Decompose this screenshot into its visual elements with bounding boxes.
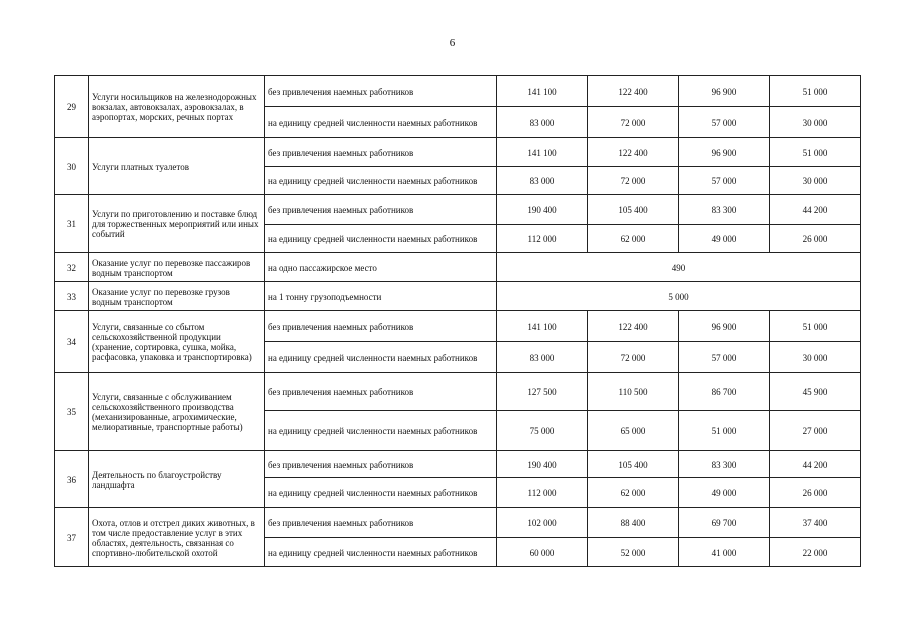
value-cell: 88 400	[588, 508, 679, 538]
service-name: Оказание услуг по перевозке пассажиров водным транспортом	[89, 253, 265, 282]
value-cell: 72 000	[588, 167, 679, 195]
value-cell: 30 000	[770, 167, 861, 195]
value-cell: 110 500	[588, 373, 679, 411]
service-name: Услуги, связанные с обслуживанием сельскохозяйственного производства (механизированные, агрохимические, мелиоративные, транспортные работы)	[89, 373, 265, 451]
service-name: Услуги носильщиков на железнодорожных вокзалах, автовокзалах, аэровокзалах, в аэропортах, морских, речных портах	[89, 76, 265, 138]
table-row	[55, 138, 861, 167]
condition-cell: на единицу средней численности наемных работников	[265, 411, 497, 451]
value-cell: 27 000	[770, 411, 861, 451]
value-cell: 96 900	[679, 76, 770, 107]
value-cell: 72 000	[588, 107, 679, 138]
value-cell: 60 000	[497, 538, 588, 567]
condition-cell: на единицу средней численности наемных работников	[265, 538, 497, 567]
condition-cell: без привлечения наемных работников	[265, 311, 497, 342]
value-cell: 22 000	[770, 538, 861, 567]
value-cell: 44 200	[770, 451, 861, 478]
value-cell: 72 000	[588, 342, 679, 373]
service-name: Охота, отлов и отстрел диких животных, в том числе предоставление услуг в этих областях, деятельность, связанная со спортивно-любительской охотой	[89, 508, 265, 567]
condition-cell: без привлечения наемных работников	[265, 195, 497, 225]
value-cell: 86 700	[679, 373, 770, 411]
value-cell: 49 000	[679, 478, 770, 508]
table-body	[55, 76, 861, 567]
condition-cell: на единицу средней численности наемных работников	[265, 167, 497, 195]
table-row	[55, 76, 861, 107]
condition-cell: на единицу средней численности наемных работников	[265, 342, 497, 373]
table-row	[55, 451, 861, 478]
value-cell: 51 000	[770, 138, 861, 167]
value-cell: 30 000	[770, 107, 861, 138]
value-cell: 26 000	[770, 225, 861, 253]
value-cell: 75 000	[497, 411, 588, 451]
value-cell: 30 000	[770, 342, 861, 373]
value-cell: 96 900	[679, 138, 770, 167]
value-cell: 83 300	[679, 451, 770, 478]
row-number: 29	[55, 76, 89, 138]
value-cell: 83 000	[497, 342, 588, 373]
value-cell-merged: 490	[497, 253, 861, 282]
row-number: 33	[55, 282, 89, 311]
service-name: Услуги, связанные со сбытом сельскохозяйственной продукции (хранение, сортировка, сушка, мойка, расфасовка, упаковка и транспортировка)	[89, 311, 265, 373]
value-cell: 51 000	[770, 311, 861, 342]
condition-cell: без привлечения наемных работников	[265, 138, 497, 167]
condition-cell: на единицу средней численности наемных работников	[265, 478, 497, 508]
value-cell: 83 000	[497, 107, 588, 138]
table-row	[55, 195, 861, 225]
value-cell-merged: 5 000	[497, 282, 861, 311]
condition-cell: на 1 тонну грузоподъемности	[265, 282, 497, 311]
value-cell: 62 000	[588, 478, 679, 508]
value-cell: 141 100	[497, 138, 588, 167]
page-number: 6	[449, 37, 456, 49]
row-number: 37	[55, 508, 89, 567]
value-cell: 122 400	[588, 311, 679, 342]
value-cell: 83 300	[679, 195, 770, 225]
value-cell: 57 000	[679, 167, 770, 195]
value-cell: 51 000	[770, 76, 861, 107]
service-name: Услуги по приготовлению и поставке блюд для торжественных мероприятий или иных событий	[89, 195, 265, 253]
value-cell: 112 000	[497, 478, 588, 508]
table-row	[55, 253, 861, 282]
row-number: 35	[55, 373, 89, 451]
value-cell: 141 100	[497, 76, 588, 107]
row-number: 32	[55, 253, 89, 282]
value-cell: 45 900	[770, 373, 861, 411]
row-number: 31	[55, 195, 89, 253]
value-cell: 37 400	[770, 508, 861, 538]
value-cell: 69 700	[679, 508, 770, 538]
value-cell: 26 000	[770, 478, 861, 508]
value-cell: 57 000	[679, 107, 770, 138]
condition-cell: на единицу средней численности наемных работников	[265, 107, 497, 138]
service-name: Услуги платных туалетов	[89, 138, 265, 195]
condition-cell: на одно пассажирское место	[265, 253, 497, 282]
value-cell: 190 400	[497, 195, 588, 225]
value-cell: 105 400	[588, 451, 679, 478]
value-cell: 52 000	[588, 538, 679, 567]
value-cell: 127 500	[497, 373, 588, 411]
value-cell: 112 000	[497, 225, 588, 253]
value-cell: 122 400	[588, 138, 679, 167]
value-cell: 41 000	[679, 538, 770, 567]
value-cell: 65 000	[588, 411, 679, 451]
condition-cell: без привлечения наемных работников	[265, 508, 497, 538]
value-cell: 62 000	[588, 225, 679, 253]
service-name: Деятельность по благоустройству ландшафта	[89, 451, 265, 508]
value-cell: 141 100	[497, 311, 588, 342]
value-cell: 96 900	[679, 311, 770, 342]
row-number: 30	[55, 138, 89, 195]
condition-cell: на единицу средней численности наемных работников	[265, 225, 497, 253]
value-cell: 83 000	[497, 167, 588, 195]
value-cell: 57 000	[679, 342, 770, 373]
condition-cell: без привлечения наемных работников	[265, 76, 497, 107]
row-number: 36	[55, 451, 89, 508]
table-row	[55, 373, 861, 411]
value-cell: 49 000	[679, 225, 770, 253]
value-cell: 122 400	[588, 76, 679, 107]
tariff-table	[54, 75, 861, 567]
value-cell: 102 000	[497, 508, 588, 538]
table-row	[55, 282, 861, 311]
condition-cell: без привлечения наемных работников	[265, 373, 497, 411]
table-row	[55, 508, 861, 538]
value-cell: 44 200	[770, 195, 861, 225]
condition-cell: без привлечения наемных работников	[265, 451, 497, 478]
row-number: 34	[55, 311, 89, 373]
value-cell: 105 400	[588, 195, 679, 225]
service-name: Оказание услуг по перевозке грузов водным транспортом	[89, 282, 265, 311]
table-row	[55, 311, 861, 342]
value-cell: 190 400	[497, 451, 588, 478]
value-cell: 51 000	[679, 411, 770, 451]
